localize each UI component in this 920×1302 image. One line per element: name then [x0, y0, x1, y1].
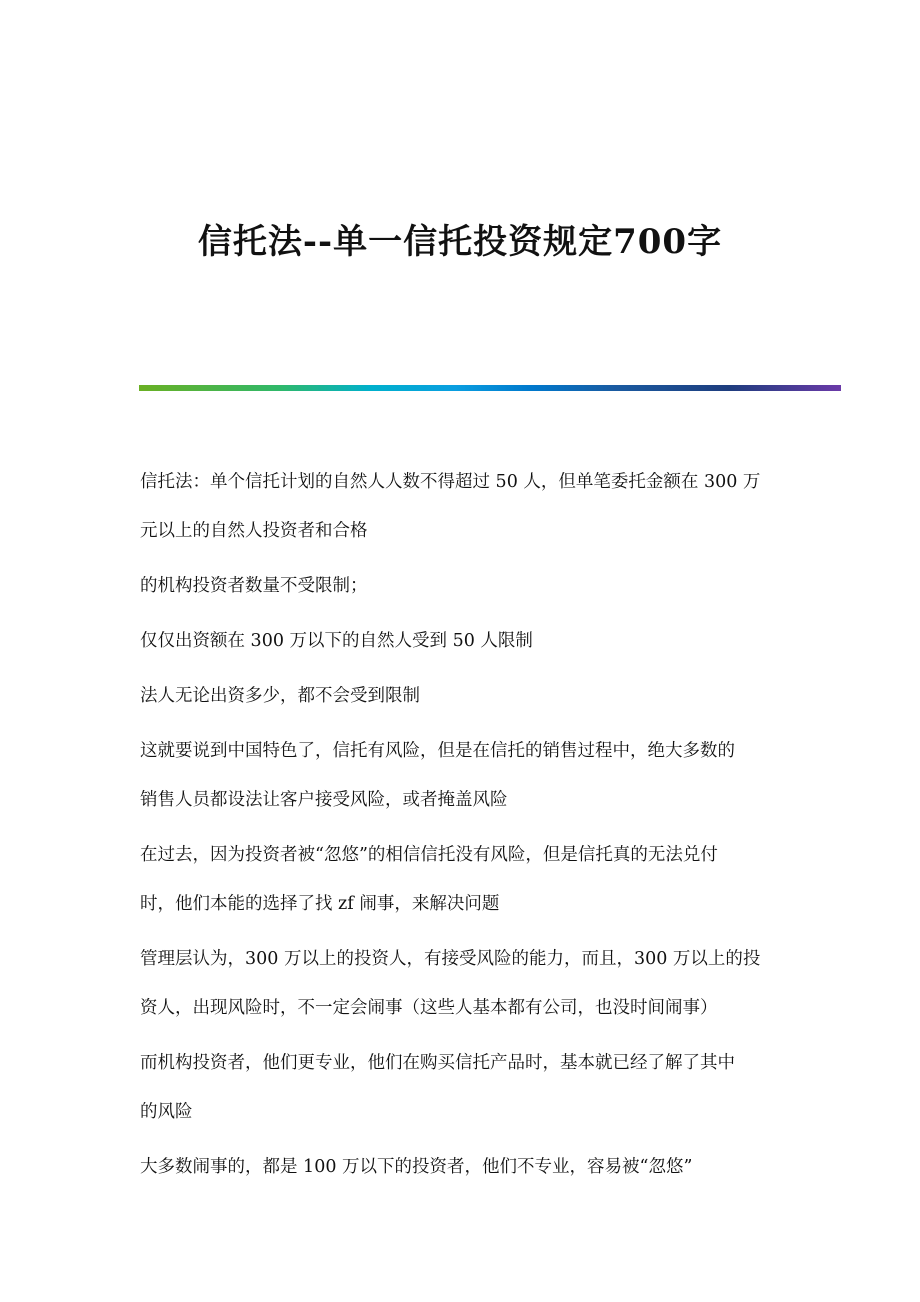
paragraph — [140, 458, 840, 556]
paragraph-line: 销售人员都设法让客户接受风险，或者掩盖风险 — [140, 790, 508, 810]
paragraph — [140, 672, 840, 721]
paragraph-line: 资人，出现风险时，不一定会闹事（这些人基本都有公司，也没时间闹事） — [140, 998, 718, 1018]
paragraph — [140, 935, 840, 1033]
paragraph — [140, 1143, 840, 1192]
paragraph-line: 而机构投资者，他们更专业，他们在购买信托产品时，基本就已经了解了其中 — [140, 1053, 735, 1073]
paragraph — [140, 727, 840, 825]
paragraph-line: 时，他们本能的选择了找 zf 闹事，来解决问题 — [140, 894, 500, 914]
paragraph — [140, 562, 840, 611]
paragraph-line: 法人无论出资多少，都不会受到限制 — [140, 686, 420, 706]
paragraph-line: 的机构投资者数量不受限制； — [140, 576, 368, 596]
document-body — [140, 458, 840, 1198]
paragraph-line: 的风险 — [140, 1102, 193, 1122]
paragraph-line: 元以上的自然人投资者和合格 — [140, 521, 368, 541]
paragraph-line: 大多数闹事的，都是 100 万以下的投资者，他们不专业，容易被“忽悠” — [140, 1157, 693, 1177]
gradient-divider — [139, 385, 841, 391]
paragraph-line: 这就要说到中国特色了，信托有风险，但是在信托的销售过程中，绝大多数的 — [140, 741, 735, 761]
paragraph — [140, 617, 840, 666]
paragraph-line: 在过去，因为投资者被“忽悠”的相信信托没有风险，但是信托真的无法兑付 — [140, 845, 718, 865]
document-title: 信托法--单一信托投资规定700字 — [197, 222, 723, 262]
paragraph-line: 管理层认为，300 万以上的投资人，有接受风险的能力，而且，300 万以上的投 — [140, 949, 761, 969]
paragraph — [140, 1039, 840, 1137]
paragraph-line: 仅仅出资额在 300 万以下的自然人受到 50 人限制 — [140, 631, 533, 651]
paragraph-line: 信托法：单个信托计划的自然人人数不得超过 50 人，但单笔委托金额在 300 万 — [140, 472, 761, 492]
paragraph — [140, 831, 840, 929]
